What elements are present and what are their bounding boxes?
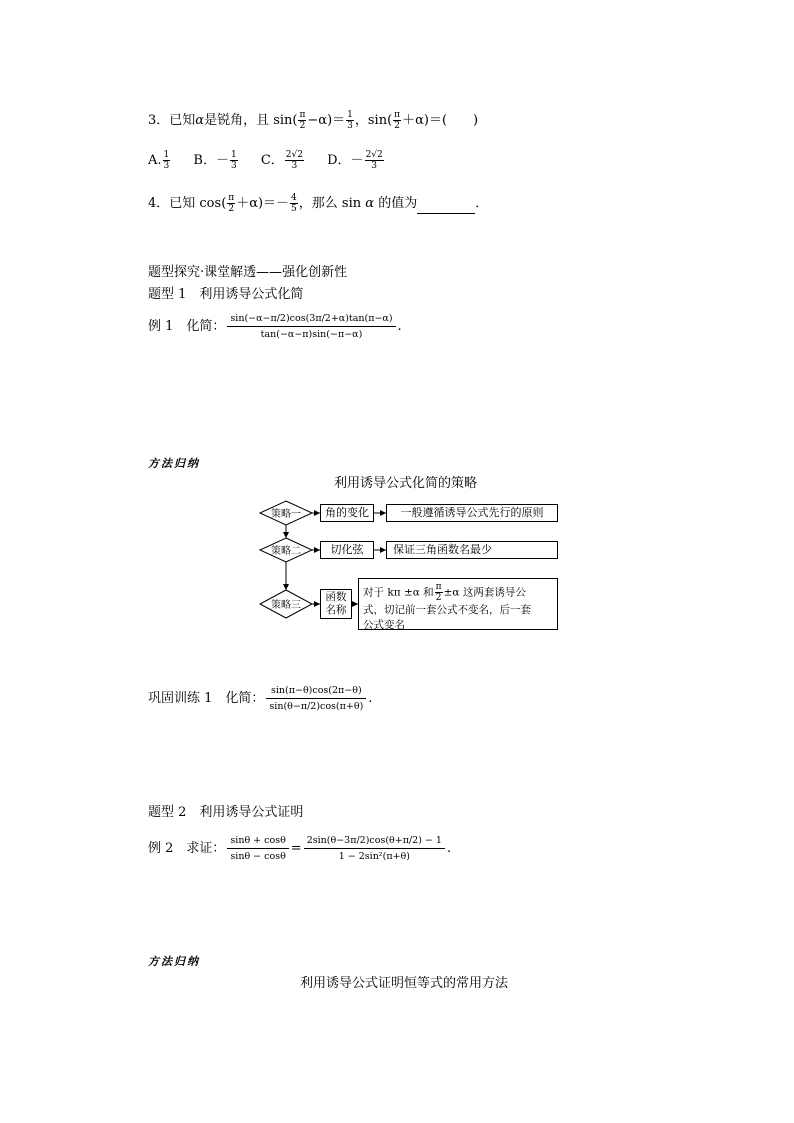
- question-4: 4．已知 cos( $\frac{\pi}{2}$ ＋α)＝－ $\frac{4}{5}$ ，那么 sin α 的值为 ．: [148, 193, 489, 214]
- example-2-left: $\frac{\sin\theta + \cos\theta}{\sin\theta - \cos\theta}$: [227, 834, 288, 863]
- question-3: 3．已知α是锐角，且 sin( $\frac{\pi}{2}$ −α)＝ $\frac{1}{3}$ ，sin( $\frac{\pi}{2}$ ＋α)＝( ): [148, 110, 479, 131]
- strategy-1-label: 策略一: [271, 509, 301, 520]
- example-2-right: $\frac{2\sin(\theta-3\pi/2)\cos(\theta+\pi/2) - 1}{\text{1 − 2sin²(π+θ)}}$: [304, 834, 445, 863]
- method-summary-label: 方法归纳: [148, 457, 200, 470]
- function-name-box: 函数名称: [320, 589, 352, 619]
- tangent-to-sine-box: 切化弦: [320, 541, 374, 559]
- rule-3-box: 对于 kπ ±α 和 $\frac{\pi}{2}$ ±α 这两套诱导公 式，切记前一套公式不变名，后一套 公式变名: [358, 578, 558, 630]
- one-third: $\frac{1}{3}$: [347, 110, 353, 131]
- example-1-expression: $\frac{\sin(-\alpha-\pi/2)\cos(3\pi/2+\alpha)\tan(\pi-\alpha)}{\tan(-\alpha-\pi)\sin(-\pi-\alpha)}$: [227, 312, 395, 341]
- section-heading: 题型探究·课堂解透——强化创新性: [148, 265, 348, 280]
- rule-1-box: 一般遵循诱导公式先行的原则: [386, 504, 558, 522]
- strategy-title: 利用诱导公式化简的策略: [334, 476, 478, 491]
- strategy-2-label: 策略二: [271, 546, 301, 557]
- pi-over-2: $\frac{\pi}{2}$: [299, 110, 306, 131]
- practice-1-expression: $\frac{\sin(\pi-\theta)\cos(2\pi-\theta)}{\sin(\theta-\pi/2)\cos(\pi+\theta)}$: [266, 684, 366, 713]
- rule-2-box: 保证三角函数名最少: [386, 541, 558, 559]
- angle-change-box: 角的变化: [320, 504, 374, 522]
- proof-methods-title: 利用诱导公式证明恒等式的常用方法: [300, 976, 509, 991]
- question-3-choices: A. $\frac{1}{3}$ B．－ $\frac{1}{3}$ C． $\frac{2√2}{3}$ D．－ $\frac{2√2}{3}$: [148, 150, 383, 171]
- example-1: 例 1 化简： $\frac{\sin(-\alpha-\pi/2)\cos(3\pi/2+\alpha)\tan(\pi-\alpha)}{\tan(-\alpha-\pi)\sin(-\pi-\alpha)}$ .: [148, 313, 402, 340]
- type-1-heading: 题型 1 利用诱导公式化简: [148, 287, 304, 302]
- example-2: 例 2 求证： $\frac{\sin\theta + \cos\theta}{\sin\theta - \cos\theta}$ = $\frac{2\sin(\theta-3\pi/2)\cos(\theta+\pi/2) - 1}{\text{1 − 2sin²(π+θ)}}$ .: [148, 835, 452, 862]
- method-summary-label-2: 方法归纳: [148, 955, 200, 968]
- practice-1: 巩固训练 1 化简： $\frac{\sin(\pi-\theta)\cos(2\pi-\theta)}{\sin(\theta-\pi/2)\cos(\pi+\theta)}$ .: [148, 685, 373, 712]
- type-2-heading: 题型 2 利用诱导公式证明: [148, 805, 304, 820]
- answer-blank: [417, 201, 475, 214]
- strategy-3-label: 策略三: [271, 600, 301, 611]
